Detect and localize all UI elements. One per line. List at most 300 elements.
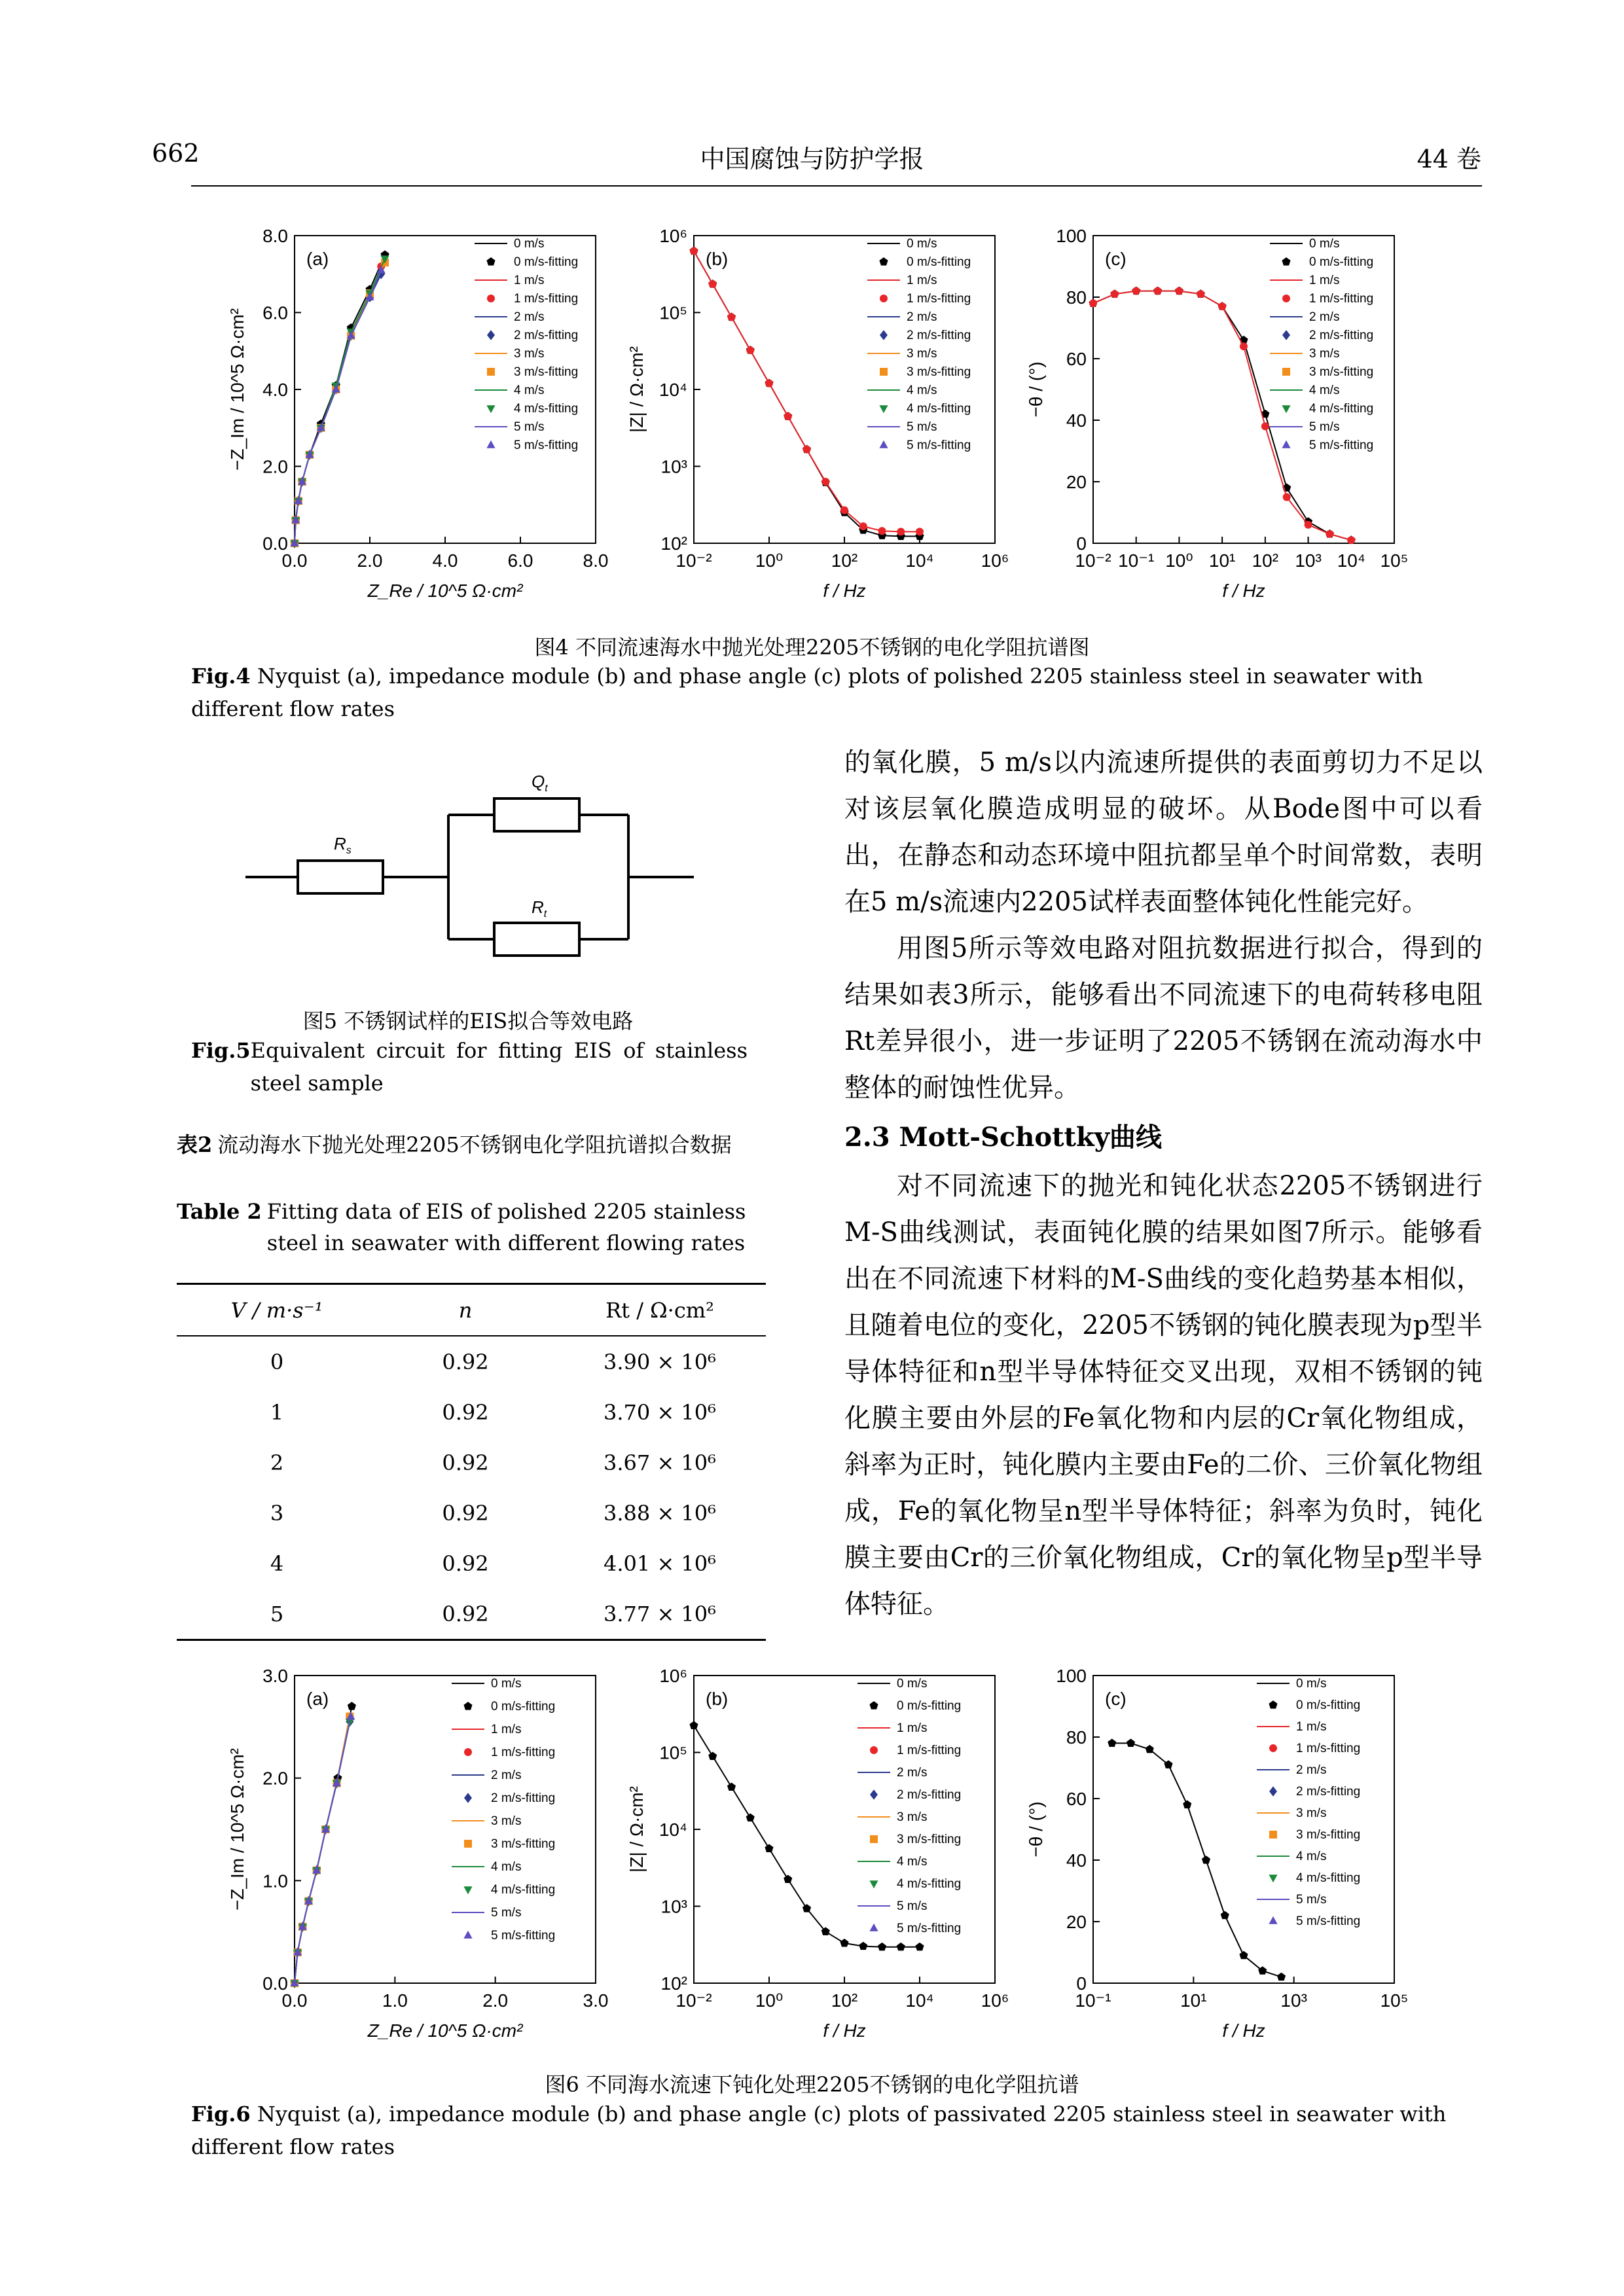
data-point <box>746 1813 755 1821</box>
data-point <box>1154 287 1162 295</box>
data-point <box>1269 1916 1277 1924</box>
legend-entry: 1 m/s <box>907 274 937 287</box>
x-tick-label: 10⁻² <box>1075 550 1111 571</box>
cell: 3.90 × 10⁶ <box>604 1349 716 1374</box>
data-point <box>880 330 888 340</box>
y-tick-label: 10⁴ <box>659 1820 687 1840</box>
fig6b-panel <box>626 1666 1009 2041</box>
legend-entry: 5 m/s-fitting <box>491 1929 556 1943</box>
fig5-label: Fig.5 <box>191 1038 251 1063</box>
y-tick-label: 6.0 <box>262 302 288 323</box>
data-point <box>879 405 888 413</box>
legend-entry: 4 m/s <box>1296 1850 1327 1863</box>
data-point <box>765 380 773 387</box>
y-axis-label: |Z| / Ω·cm² <box>626 1786 647 1873</box>
y-tick-label: 3.0 <box>262 1666 288 1686</box>
volume-label: 44 卷 <box>1416 145 1481 173</box>
x-axis-label: Z_Re / 10^5 Ω·cm² <box>367 2020 523 2041</box>
table2-caption-en-text: Fitting data of EIS of polished 2205 stainless steel in seawater with different flowing rates <box>266 1199 746 1255</box>
legend-entry: 5 m/s <box>514 420 545 434</box>
data-point <box>880 295 888 302</box>
section-title: 2.3 Mott-Schottky曲线 <box>844 1122 1162 1153</box>
y-tick-label: 60 <box>1066 1789 1087 1809</box>
x-tick-label: 10⁰ <box>1165 550 1193 571</box>
fig6-caption-cn: 图6 不同海水流速下钝化处理2205不锈钢的电化学阻抗谱 <box>545 2072 1079 2097</box>
y-tick-label: 10³ <box>660 456 687 477</box>
x-tick-label: 10² <box>831 550 858 571</box>
data-point <box>486 440 495 448</box>
data-point <box>727 1782 736 1790</box>
legend-entry: 3 m/s <box>907 347 937 361</box>
fig4-caption-text: Nyquist (a), impedance module (b) and phase angle (c) plots of polished 2205 stainless steel in seawater with different flow rates <box>191 664 1423 721</box>
legend-entry: 0 m/s <box>897 1677 928 1691</box>
x-tick-label: 2.0 <box>482 1990 509 2011</box>
panel-label: (a) <box>306 1689 329 1709</box>
data-point <box>1326 530 1333 538</box>
fig4-caption-cn: 图4 不同流速海水中抛光处理2205不锈钢的电化学阻抗谱图 <box>534 635 1090 660</box>
cell: 0.92 <box>442 1500 489 1526</box>
col-header-n: n <box>377 1284 554 1336</box>
legend-entry: 1 m/s-fitting <box>514 292 579 306</box>
y-tick-label: 10³ <box>660 1896 687 1917</box>
legend-entry: 3 m/s-fitting <box>514 365 579 379</box>
legend-entry: 0 m/s <box>1296 1677 1327 1691</box>
legend-entry: 2 m/s-fitting <box>907 329 971 342</box>
series-line <box>295 259 385 543</box>
data-point <box>840 1939 848 1946</box>
data-point <box>348 1702 356 1710</box>
panel-label: (b) <box>706 249 729 269</box>
legend-entry: 0 m/s-fitting <box>1296 1698 1361 1712</box>
paragraph-3: 对不同流速下的抛光和钝化状态2205不锈钢进行M-S曲线测试，表面钝化膜的结果如图7所示。能够看出在不同流速下材料的M-S曲线的变化趋势基本相似，且随着电位的变化，2205不锈钢的钝化膜表现为p型半导体特征和n型半导体特征交叉出现，双相不锈钢的钝化膜主要由外层的Fe氧化物和内层的Cr氧化物组成，斜率为正时，钝化膜内主要由Fe的二价、三价氧化物组成，Fe的氧化物呈n型半导体特征；斜率为负时，钝化膜主要由Cr的三价氧化物组成，Cr的氧化物呈p型半导体特征。 <box>844 1171 1483 1619</box>
x-tick-label: 3.0 <box>583 1990 609 2011</box>
table-row <box>177 1538 766 1588</box>
x-tick-label: 1.0 <box>382 1990 408 2011</box>
y-tick-label: 10² <box>660 533 687 554</box>
legend-entry: 1 m/s <box>1296 1720 1327 1734</box>
plot-frame <box>1093 236 1394 543</box>
data-point <box>746 346 754 354</box>
data-point <box>1277 1973 1286 1981</box>
data-point <box>1146 1745 1154 1753</box>
cell: 0.92 <box>442 1551 489 1576</box>
label-rs: $R_s$ <box>334 834 352 856</box>
legend-entry: 5 m/s-fitting <box>897 1922 962 1935</box>
legend-entry: 2 m/s-fitting <box>1309 329 1374 342</box>
data-point <box>1305 521 1312 529</box>
data-point <box>1269 1700 1277 1708</box>
series-line <box>295 1717 351 1983</box>
data-point <box>915 1943 924 1950</box>
legend-entry: 2 m/s-fitting <box>491 1791 556 1805</box>
y-tick-label: 10² <box>660 1973 687 1994</box>
cell: 0.92 <box>442 1399 489 1425</box>
resistor-rt <box>494 923 579 956</box>
x-tick-label: 10⁻² <box>676 1990 712 2011</box>
paragraph-1: 的氧化膜，5 m/s以内流速所提供的表面剪切力不足以对该层氧化膜造成明显的破坏。从Bode图中可以看出，在静态和动态环境中阻抗都呈单个时间常数，表明在5 m/s流速内2205试样表面整体钝化性能完好。 <box>844 747 1483 917</box>
data-point <box>878 1943 886 1950</box>
data-point <box>1183 1801 1191 1808</box>
data-point <box>463 1702 472 1710</box>
data-point <box>1127 1739 1135 1747</box>
x-tick-label: 10² <box>1252 550 1279 571</box>
y-tick-label: 100 <box>1056 226 1087 246</box>
fig4-figure <box>216 216 1420 628</box>
data-point <box>870 1789 878 1800</box>
legend-entry: 5 m/s <box>907 420 937 434</box>
legend-entry: 3 m/s-fitting <box>491 1837 556 1851</box>
journal-title: 中国腐蚀与防护学报 <box>700 145 924 173</box>
legend-entry: 3 m/s <box>897 1810 928 1824</box>
cpe-qt <box>494 798 579 831</box>
x-tick-label: 10⁴ <box>905 1990 934 2011</box>
legend-entry: 4 m/s-fitting <box>1309 402 1374 416</box>
panel-label: (a) <box>306 249 329 269</box>
data-point <box>869 1924 878 1931</box>
x-tick-label: 10¹ <box>1180 1990 1207 2011</box>
panel-label: (b) <box>706 1689 729 1709</box>
x-tick-label: 10⁰ <box>755 1990 784 2011</box>
y-tick-label: 10⁶ <box>659 1666 687 1686</box>
legend-entry: 3 m/s <box>1309 347 1340 361</box>
fig6-caption-en <box>191 2098 1454 2163</box>
x-axis-label: f / Hz <box>1222 2020 1265 2041</box>
legend-entry: 4 m/s-fitting <box>514 402 579 416</box>
x-tick-label: 10⁵ <box>1380 550 1409 571</box>
data-point <box>821 478 829 486</box>
legend-entry: 1 m/s <box>1309 274 1340 287</box>
data-point <box>463 1886 472 1894</box>
table-row <box>177 1387 766 1437</box>
fig4b-panel <box>626 226 1009 601</box>
data-point <box>784 412 792 420</box>
legend-entry: 5 m/s <box>1296 1893 1327 1907</box>
x-axis-label: f / Hz <box>823 2020 866 2041</box>
series-line <box>694 251 920 532</box>
y-tick-label: 0 <box>1076 1973 1087 1994</box>
x-axis-label: f / Hz <box>823 581 866 601</box>
data-point <box>859 522 867 530</box>
legend-entry: 2 m/s-fitting <box>514 329 579 342</box>
cell: 1 <box>270 1399 284 1425</box>
cell: 0.92 <box>442 1349 489 1374</box>
legend-entry: 5 m/s-fitting <box>1309 439 1374 452</box>
cell: 3.70 × 10⁶ <box>604 1399 716 1425</box>
series-line <box>694 251 920 537</box>
x-tick-label: 10⁵ <box>1380 1990 1409 2011</box>
x-tick-label: 10⁻² <box>676 550 712 571</box>
data-point <box>486 405 495 413</box>
legend-entry: 3 m/s-fitting <box>897 1833 962 1846</box>
legend-entry: 4 m/s-fitting <box>907 402 971 416</box>
panel-label: (c) <box>1105 1689 1127 1709</box>
data-point <box>1282 257 1290 265</box>
legend-entry: 3 m/s-fitting <box>907 365 971 379</box>
x-axis-label: Z_Re / 10^5 Ω·cm² <box>367 581 523 601</box>
data-point <box>880 368 888 376</box>
legend-entry: 3 m/s <box>514 347 545 361</box>
fig6-figure <box>216 1656 1420 2068</box>
resistor-rs <box>298 861 383 893</box>
label-rt: $R_t$ <box>532 897 547 920</box>
y-axis-label: |Z| / Ω·cm² <box>626 346 647 433</box>
series-line <box>1112 1743 1282 1977</box>
legend-entry: 1 m/s-fitting <box>907 292 971 306</box>
data-point <box>1269 1786 1277 1797</box>
legend-entry: 5 m/s <box>1309 420 1340 434</box>
cell: 2 <box>270 1450 284 1475</box>
data-point <box>1197 290 1204 298</box>
x-tick-label: 10⁴ <box>1337 550 1365 571</box>
y-tick-label: 2.0 <box>262 1768 288 1789</box>
data-point <box>487 295 495 302</box>
legend-entry: 3 m/s <box>1296 1806 1327 1820</box>
data-point <box>1221 1911 1229 1919</box>
plot-frame <box>694 1676 995 1983</box>
legend-entry: 4 m/s-fitting <box>491 1883 556 1897</box>
data-point <box>1239 1951 1248 1959</box>
legend-entry: 0 m/s <box>491 1677 522 1691</box>
table2-caption-cn <box>177 1129 766 1160</box>
legend-entry: 2 m/s-fitting <box>897 1788 962 1802</box>
y-tick-label: 2.0 <box>262 456 288 477</box>
data-point <box>1282 368 1290 376</box>
series-line <box>295 1717 350 1983</box>
table2-label-cn: 表2 <box>177 1132 213 1157</box>
y-tick-label: 4.0 <box>262 380 288 400</box>
legend-entry: 2 m/s <box>1309 310 1340 324</box>
data-point <box>1175 287 1183 295</box>
col-header-velocity: V / m·s⁻¹ <box>177 1284 377 1336</box>
col-header-rt: Rt / Ω·cm² <box>554 1284 766 1336</box>
data-point <box>879 257 888 265</box>
table-row <box>177 1336 766 1387</box>
legend-entry: 0 m/s <box>514 237 545 251</box>
legend-entry: 1 m/s-fitting <box>897 1744 962 1757</box>
legend-entry: 3 m/s-fitting <box>1296 1828 1361 1842</box>
x-tick-label: 10³ <box>1295 550 1322 571</box>
cell: 3 <box>270 1500 284 1526</box>
page-number: 662 <box>152 139 200 168</box>
legend-entry: 1 m/s-fitting <box>1309 292 1374 306</box>
table-row <box>177 1437 766 1488</box>
y-tick-label: 40 <box>1066 1850 1087 1871</box>
legend-entry: 0 m/s <box>907 237 937 251</box>
y-tick-label: 10⁵ <box>659 302 687 323</box>
fig4a-panel <box>227 226 608 601</box>
data-point <box>487 330 495 340</box>
legend-entry: 4 m/s-fitting <box>1296 1871 1361 1885</box>
data-point <box>487 368 495 376</box>
legend-entry: 2 m/s-fitting <box>1296 1785 1361 1799</box>
panel-label: (c) <box>1105 249 1127 269</box>
data-point <box>689 1721 698 1729</box>
y-tick-label: 10⁶ <box>659 226 687 246</box>
data-point <box>1108 1739 1116 1747</box>
cell: 4.01 × 10⁶ <box>604 1551 716 1576</box>
cell: 3.88 × 10⁶ <box>604 1500 716 1526</box>
x-tick-label: 6.0 <box>507 550 533 571</box>
series-line <box>295 270 381 543</box>
y-tick-label: 1.0 <box>262 1871 288 1892</box>
data-point <box>464 1793 472 1803</box>
fig4c-panel <box>1026 226 1408 601</box>
legend-entry: 1 m/s-fitting <box>491 1746 556 1759</box>
cell: 4 <box>270 1551 284 1576</box>
plot-frame <box>694 236 995 543</box>
legend-entry: 4 m/s-fitting <box>897 1877 962 1891</box>
data-point <box>464 1840 472 1848</box>
fig6-label: Fig.6 <box>191 2102 251 2126</box>
legend-entry: 1 m/s <box>491 1723 522 1736</box>
x-tick-label: 10² <box>831 1990 858 2011</box>
data-point <box>869 1701 878 1709</box>
legend-entry: 5 m/s-fitting <box>907 439 971 452</box>
x-tick-label: 0.0 <box>281 1990 308 2011</box>
data-point <box>464 1748 472 1756</box>
data-point <box>897 1943 905 1950</box>
x-tick-label: 10⁻¹ <box>1075 1990 1111 2011</box>
fig4-caption-en <box>191 660 1454 725</box>
data-point <box>870 1835 878 1843</box>
legend-entry: 0 m/s-fitting <box>1309 255 1374 269</box>
y-tick-label: 20 <box>1066 472 1087 492</box>
data-point <box>897 528 905 535</box>
body-text-right <box>844 740 1483 1628</box>
legend-entry: 5 m/s <box>897 1899 928 1913</box>
y-tick-label: 20 <box>1066 1912 1087 1932</box>
fig5-caption-cn: 图5 不锈钢试样的EIS拟合等效电路 <box>302 1009 634 1033</box>
paragraph-2: 用图5所示等效电路对阻抗数据进行拟合，得到的结果如表3所示，能够看出不同流速下的电荷转移电阻Rt差异很小，进一步证明了2205不锈钢在流动海水中整体的耐蚀性优异。 <box>844 933 1483 1103</box>
y-tick-label: 8.0 <box>262 226 288 246</box>
cell: 5 <box>177 1588 377 1640</box>
data-point <box>709 280 717 288</box>
fig6c-panel <box>1026 1666 1408 2041</box>
data-point <box>1347 536 1355 544</box>
data-point <box>1282 330 1290 340</box>
data-point <box>463 1931 472 1939</box>
y-tick-label: 60 <box>1066 349 1087 369</box>
y-tick-label: 0.0 <box>262 533 288 554</box>
data-point <box>784 1874 792 1882</box>
fig4-label: Fig.4 <box>191 664 251 689</box>
data-point <box>1218 302 1226 310</box>
table-header-row <box>177 1284 766 1336</box>
legend-entry: 2 m/s <box>514 310 545 324</box>
legend-entry: 1 m/s <box>897 1721 928 1735</box>
data-point <box>878 527 886 535</box>
legend-entry: 0 m/s-fitting <box>897 1699 962 1713</box>
y-axis-label: −θ / (°) <box>1026 1801 1046 1857</box>
data-point <box>1283 493 1291 501</box>
legend-entry: 5 m/s <box>491 1906 522 1920</box>
header-rule <box>191 185 1482 187</box>
data-point <box>765 1844 773 1852</box>
legend-entry: 4 m/s <box>907 384 937 397</box>
data-point <box>803 446 811 454</box>
fig5-caption-text: Equivalent circuit for fitting EIS of stainless steel sample <box>250 1038 748 1096</box>
cell: 3.77 × 10⁶ <box>554 1588 766 1640</box>
series-line <box>694 1725 920 1946</box>
data-point <box>869 1880 878 1888</box>
data-point <box>1282 405 1290 413</box>
legend-entry: 3 m/s-fitting <box>1309 365 1374 379</box>
data-point <box>879 440 888 448</box>
x-tick-label: 10¹ <box>1208 550 1236 571</box>
cell: 0.92 <box>442 1450 489 1475</box>
legend-entry: 4 m/s <box>897 1855 928 1869</box>
data-point <box>859 1942 867 1950</box>
data-point <box>916 528 924 535</box>
data-point <box>1269 1744 1277 1752</box>
legend-entry: 4 m/s <box>491 1860 522 1874</box>
series-line <box>295 266 381 543</box>
legend-entry: 1 m/s-fitting <box>1296 1742 1361 1755</box>
table-row <box>177 1488 766 1538</box>
y-tick-label: 80 <box>1066 1727 1087 1748</box>
legend-entry: 5 m/s-fitting <box>1296 1914 1361 1928</box>
y-tick-label: 40 <box>1066 410 1087 431</box>
x-tick-label: 10⁻¹ <box>1118 550 1155 571</box>
fig6a-panel <box>227 1666 608 2041</box>
data-point <box>1132 287 1140 295</box>
x-tick-label: 10⁰ <box>755 550 784 571</box>
x-tick-label: 8.0 <box>583 550 609 571</box>
data-point <box>708 1751 717 1759</box>
series-line <box>295 262 385 543</box>
legend-entry: 2 m/s <box>1296 1763 1327 1777</box>
data-point <box>840 506 848 514</box>
series-line <box>295 274 381 543</box>
x-tick-label: 10³ <box>1280 1990 1307 2011</box>
data-point <box>1240 342 1248 350</box>
legend-entry: 0 m/s <box>1309 237 1340 251</box>
x-tick-label: 4.0 <box>432 550 458 571</box>
table2-caption-cn-text: 流动海水下抛光处理2205不锈钢电化学阻抗谱拟合数据 <box>217 1132 732 1157</box>
legend-entry: 4 m/s <box>1309 384 1340 397</box>
label-qt: $Q_t$ <box>532 772 548 794</box>
x-tick-label: 10⁴ <box>905 550 934 571</box>
cell: 0.92 <box>377 1588 554 1640</box>
legend-entry: 2 m/s <box>897 1766 928 1780</box>
x-tick-label: 10⁶ <box>981 550 1009 571</box>
y-axis-label: −Z_Im / 10^5 Ω·cm² <box>227 308 247 471</box>
fig5-caption-en <box>191 1034 748 1100</box>
legend-entry: 3 m/s <box>491 1814 522 1828</box>
data-point <box>1261 422 1269 430</box>
y-tick-label: 80 <box>1066 287 1087 308</box>
y-axis-label: −Z_Im / 10^5 Ω·cm² <box>227 1748 247 1911</box>
x-tick-label: 10⁶ <box>981 1990 1009 2011</box>
table2-label-en: Table 2 <box>177 1199 262 1224</box>
y-tick-label: 10⁴ <box>659 380 687 400</box>
legend-entry: 0 m/s-fitting <box>907 255 971 269</box>
data-point <box>803 1904 811 1912</box>
legend-entry: 1 m/s <box>514 274 545 287</box>
data-point <box>1089 299 1097 307</box>
cell: 3.67 × 10⁶ <box>604 1450 716 1475</box>
legend-entry: 0 m/s-fitting <box>491 1700 556 1713</box>
cell: 0 <box>270 1349 284 1374</box>
table2 <box>177 1283 766 1641</box>
legend-entry: 4 m/s <box>514 384 545 397</box>
data-point <box>1202 1856 1210 1863</box>
data-point <box>486 257 495 265</box>
y-axis-label: −θ / (°) <box>1026 361 1046 418</box>
legend-entry: 0 m/s-fitting <box>514 255 579 269</box>
y-tick-label: 10⁵ <box>659 1742 687 1763</box>
data-point <box>1282 295 1290 302</box>
